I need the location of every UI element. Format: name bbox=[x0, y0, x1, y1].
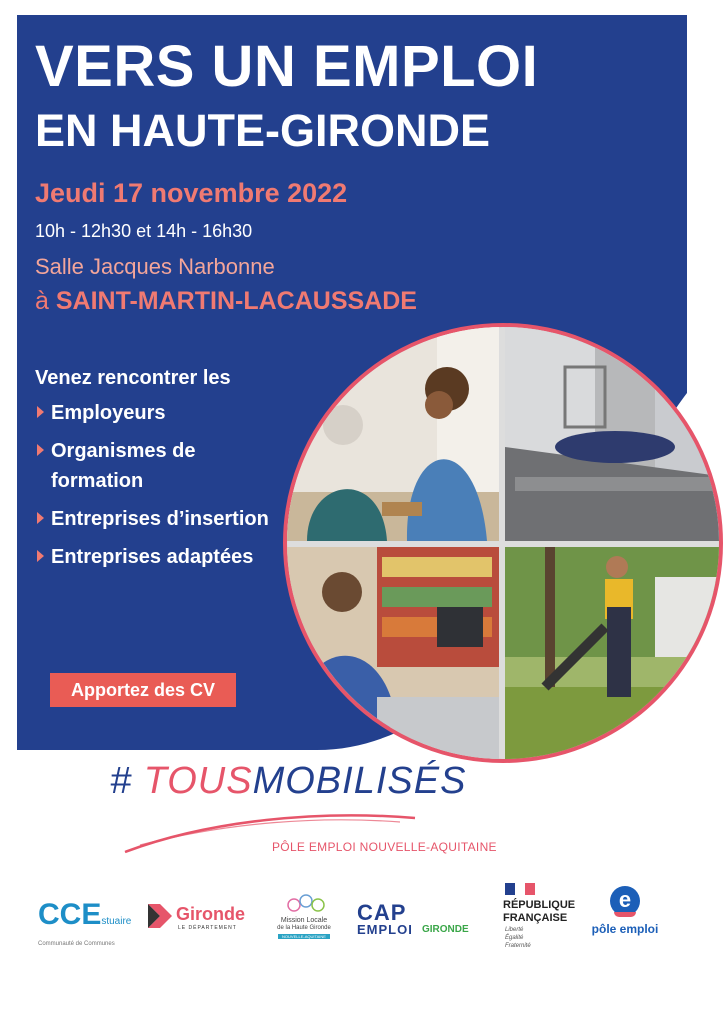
hashtag-symbol: # bbox=[110, 760, 133, 802]
republique-line1: RÉPUBLIQUE bbox=[503, 899, 576, 911]
hashtag-word1: TOUS bbox=[143, 760, 253, 802]
bullet-triangle-icon bbox=[37, 406, 44, 418]
cce-logo bbox=[38, 898, 132, 947]
photo-care-worker bbox=[287, 327, 499, 541]
gironde-chevron-icon bbox=[148, 904, 172, 928]
people-circles-icon bbox=[286, 893, 326, 915]
cce-tagline: Communauté de Communes bbox=[38, 941, 115, 947]
list-item-label: Employeurs bbox=[51, 402, 166, 424]
bullet-triangle-icon bbox=[37, 550, 44, 562]
gironde-logo bbox=[148, 904, 258, 934]
event-hours: 10h - 12h30 et 14h - 16h30 bbox=[35, 221, 253, 241]
meet-list bbox=[35, 398, 281, 580]
gironde-tagline: LE DÉPARTEMENT bbox=[178, 925, 237, 931]
gironde-name: Gironde bbox=[176, 904, 246, 924]
mission-locale-line2: de la Haute Gironde bbox=[277, 925, 331, 931]
cap-emploi-logo bbox=[357, 900, 482, 940]
list-item-label: Entreprises adaptées bbox=[51, 546, 254, 568]
bullet-triangle-icon bbox=[37, 512, 44, 524]
mission-locale-badge: NOUVELLE-AQUITAINE bbox=[278, 934, 330, 939]
town-prefix: à bbox=[35, 287, 49, 315]
bring-cv-button[interactable]: Apportez des CV bbox=[50, 673, 236, 707]
pole-emploi-letter: e bbox=[610, 886, 640, 916]
title-line2: EN HAUTE-GIRONDE bbox=[35, 105, 491, 156]
list-item bbox=[35, 504, 281, 534]
hashtag-subtitle: PÔLE EMPLOI NOUVELLE-AQUITAINE bbox=[272, 840, 497, 854]
cap-emploi-line2: EMPLOI bbox=[357, 922, 413, 937]
cce-suffix: stuaire bbox=[101, 916, 132, 927]
photo-gardener bbox=[505, 547, 723, 763]
republique-motto1: Liberté bbox=[505, 927, 524, 933]
mission-locale-line1: Mission Locale bbox=[280, 917, 328, 924]
list-item bbox=[35, 436, 281, 496]
list-item-label: Entreprises d’insertion bbox=[51, 508, 269, 530]
republique-motto2: Égalité bbox=[505, 935, 524, 941]
title-line1: VERS UN EMPLOI bbox=[35, 34, 539, 99]
photo-cashier bbox=[287, 547, 499, 763]
list-item bbox=[35, 542, 281, 572]
pole-emploi-name: pôle emploi bbox=[591, 922, 659, 936]
marianne-flag-icon bbox=[505, 883, 535, 895]
meet-intro: Venez rencontrer les bbox=[35, 367, 231, 389]
town-name: SAINT-MARTIN-LACAUSSADE bbox=[55, 287, 417, 315]
mission-locale-logo bbox=[272, 893, 336, 943]
photo-winery bbox=[505, 327, 723, 541]
bullet-triangle-icon bbox=[37, 444, 44, 456]
hashtag-title bbox=[110, 760, 466, 803]
photo-collage bbox=[283, 323, 723, 763]
hashtag-word2: MOBILISÉS bbox=[252, 760, 467, 802]
event-town bbox=[35, 287, 417, 316]
cap-emploi-line1: CAP bbox=[357, 900, 407, 925]
republique-line2: FRANÇAISE bbox=[503, 912, 568, 924]
event-date: Jeudi 17 novembre 2022 bbox=[35, 178, 348, 208]
cap-emploi-line3: GIRONDE bbox=[422, 924, 469, 935]
list-item-label: Organismes de formation bbox=[51, 440, 196, 492]
list-item bbox=[35, 398, 281, 428]
republique-francaise-logo bbox=[503, 883, 588, 955]
event-venue: Salle Jacques Narbonne bbox=[35, 254, 275, 279]
republique-motto3: Fraternité bbox=[505, 943, 531, 949]
cce-main: CCE bbox=[38, 898, 102, 931]
pole-emploi-arc-icon bbox=[614, 912, 636, 917]
pole-emploi-logo bbox=[588, 886, 662, 940]
